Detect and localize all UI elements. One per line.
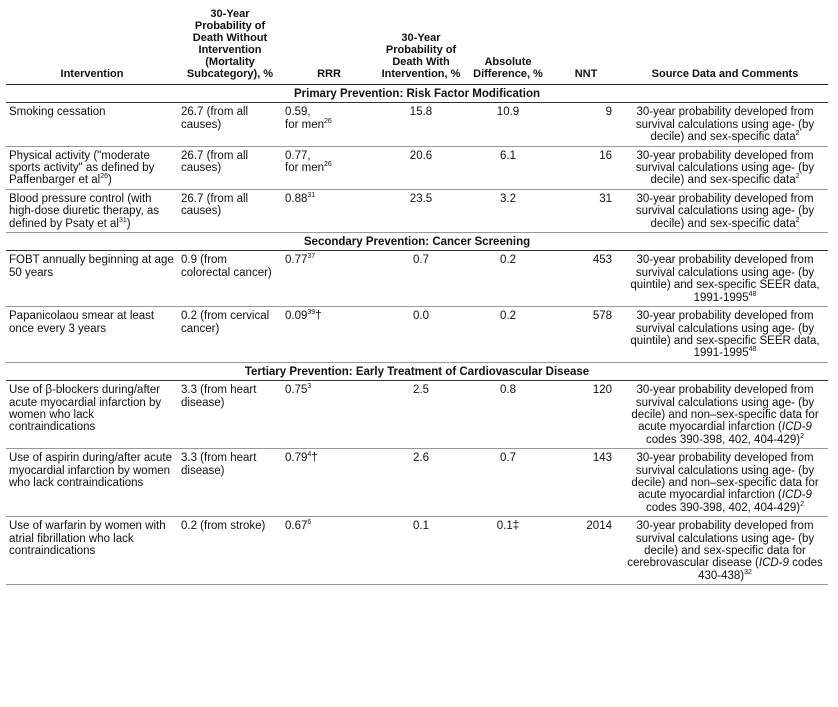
- table-row: [6, 449, 828, 517]
- rrr-tail: †: [311, 452, 318, 465]
- intervention-ref: 26: [100, 173, 109, 181]
- source-text-italic: ICD-9: [781, 421, 812, 434]
- rrr-value: 0.59,: [285, 106, 311, 119]
- cell-intervention: [6, 251, 178, 307]
- source-ref: 2: [795, 216, 800, 224]
- source-text: 30-year probability developed from survival calculations using age- (by quintile) and sex-specific SEER data, 1991-1995: [630, 254, 820, 304]
- header-row: [6, 8, 828, 85]
- source-ref: 32: [744, 568, 752, 576]
- header-nnt: NNT: [550, 8, 622, 85]
- cell-rrr: [282, 189, 376, 232]
- header-source: Source Data and Comments: [622, 8, 828, 85]
- rrr-value: 0.67: [285, 520, 308, 533]
- cell-intervention: [6, 449, 178, 517]
- source-text-pre: 30-year probability developed from survival calculations using age- (by decile) and non–sex-specific data for acute myocardial infarction (: [631, 452, 819, 502]
- header-abs-diff: Absolute Difference, %: [466, 8, 550, 85]
- rrr-note-ref: 26: [324, 161, 332, 169]
- cell-source: [622, 517, 828, 585]
- rrr-value: 0.88: [285, 192, 308, 205]
- source-text-pre: 30-year probability developed from survival calculations using age- (by decile) and non–sex-specific data for acute myocardial infarction (: [631, 384, 819, 434]
- rrr-ref: 37: [307, 253, 316, 261]
- cell-prob-without: 0.2 (from stroke): [178, 517, 282, 585]
- cell-prob-with: 0.1: [376, 517, 466, 585]
- cell-rrr: [282, 381, 376, 449]
- section-title: Secondary Prevention: Cancer Screening: [6, 233, 828, 251]
- cell-abs-diff: 0.2: [466, 307, 550, 363]
- source-text-post: codes 390-398, 402, 404-429): [646, 433, 801, 446]
- cell-abs-diff: 3.2: [466, 189, 550, 232]
- table-row: [6, 251, 828, 307]
- cell-rrr: [282, 307, 376, 363]
- cell-prob-without: 26.7 (from all causes): [178, 146, 282, 189]
- cell-source: [622, 449, 828, 517]
- cell-source: [622, 103, 828, 146]
- rrr-note: for men: [285, 162, 324, 175]
- cell-intervention: [6, 381, 178, 449]
- cell-rrr: [282, 146, 376, 189]
- intervention-tail: ): [108, 174, 112, 187]
- cell-source: [622, 189, 828, 232]
- header-prob-without: 30-Year Probability of Death Without Intervention (Mortality Subcategory), %: [178, 8, 282, 85]
- cell-prob-with: 15.8: [376, 103, 466, 146]
- cell-prob-with: 2.6: [376, 449, 466, 517]
- intervention-text: Physical activity ("moderate sports activity" as defined by Paffenbarger et al: [9, 149, 155, 187]
- table-row: [6, 146, 828, 189]
- cell-prob-without: 3.3 (from heart disease): [178, 381, 282, 449]
- cell-prob-without: 26.7 (from all causes): [178, 189, 282, 232]
- cell-nnt: 578: [550, 307, 622, 363]
- cell-nnt: 120: [550, 381, 622, 449]
- rrr-ref: 3: [307, 383, 312, 391]
- cell-prob-without: 0.2 (from cervical cancer): [178, 307, 282, 363]
- table-row: [6, 517, 828, 585]
- cell-prob-with: 2.5: [376, 381, 466, 449]
- cell-intervention: [6, 189, 178, 232]
- rrr-tail: †: [315, 310, 322, 323]
- cell-intervention: [6, 146, 178, 189]
- cell-prob-with: 23.5: [376, 189, 466, 232]
- source-ref: 48: [748, 346, 757, 354]
- cell-nnt: 143: [550, 449, 622, 517]
- header-rrr: RRR: [282, 8, 376, 85]
- cell-intervention: [6, 517, 178, 585]
- rrr-value: 0.09: [285, 310, 308, 323]
- rrr-ref: 6: [307, 519, 312, 527]
- cell-prob-with: 0.0: [376, 307, 466, 363]
- rrr-value: 0.75: [285, 384, 308, 397]
- source-ref: 2: [800, 500, 804, 508]
- cell-abs-diff: 10.9: [466, 103, 550, 146]
- rrr-value: 0.77: [285, 254, 308, 267]
- rrr-note: for men: [285, 118, 324, 131]
- source-text-post: codes 390-398, 402, 404-429): [646, 501, 801, 514]
- source-text: 30-year probability developed from survival calculations using age- (by quintile) and sex-specific SEER data, 1991-1995: [630, 310, 820, 360]
- cell-source: [622, 146, 828, 189]
- source-ref: 2: [800, 432, 804, 440]
- cell-abs-diff: 0.2: [466, 251, 550, 307]
- source-text-italic: ICD-9: [781, 489, 812, 502]
- rrr-ref: 4: [307, 451, 312, 459]
- header-prob-with: 30-Year Probability of Death With Intervention, %: [376, 8, 466, 85]
- source-text-post: codes 430-438): [698, 557, 823, 582]
- section-heading: [6, 362, 828, 380]
- cell-rrr: [282, 251, 376, 307]
- source-text: 30-year probability developed from survival calculations using age- (by decile) and sex-specific data: [635, 192, 815, 230]
- source-text-pre: 30-year probability developed from survival calculations using age- (by decile) and sex-specific data for cerebrovascular disease (: [627, 520, 815, 570]
- cell-source: [622, 381, 828, 449]
- intervention-text: FOBT annually beginning at age 50 years: [9, 254, 174, 279]
- cell-abs-diff: 0.7: [466, 449, 550, 517]
- section-title: Primary Prevention: Risk Factor Modification: [6, 85, 828, 103]
- cell-rrr: [282, 449, 376, 517]
- cell-prob-with: 20.6: [376, 146, 466, 189]
- cell-intervention: [6, 103, 178, 146]
- rrr-ref: 39: [307, 309, 316, 317]
- rrr-ref: 31: [307, 192, 316, 200]
- intervention-text: Use of warfarin by women with atrial fibrillation who lack contraindications: [9, 520, 166, 557]
- intervention-text: Smoking cessation: [9, 106, 106, 119]
- cell-intervention: [6, 307, 178, 363]
- cell-prob-without: 0.9 (from colorectal cancer): [178, 251, 282, 307]
- table-row: [6, 189, 828, 232]
- cell-prob-without: 3.3 (from heart disease): [178, 449, 282, 517]
- source-ref: 48: [748, 290, 757, 298]
- cell-nnt: 16: [550, 146, 622, 189]
- rrr-value: 0.77,: [285, 149, 311, 162]
- section-heading: [6, 85, 828, 103]
- cell-source: [622, 251, 828, 307]
- table-row: [6, 103, 828, 146]
- source-ref: 2: [795, 130, 800, 138]
- cell-prob-with: 0.7: [376, 251, 466, 307]
- cell-nnt: 9: [550, 103, 622, 146]
- source-text: 30-year probability developed from survival calculations using age- (by decile) and sex-specific data: [635, 149, 815, 187]
- cell-prob-without: 26.7 (from all causes): [178, 103, 282, 146]
- intervention-text: Papanicolaou smear at least once every 3 years: [9, 310, 155, 335]
- rrr-value: 0.79: [285, 452, 308, 465]
- intervention-text: Blood pressure control (with high-dose diuretic therapy, as defined by Psaty et al: [9, 192, 160, 230]
- intervention-tail: ): [126, 217, 131, 230]
- cell-abs-diff: 6.1: [466, 146, 550, 189]
- prevention-table: [6, 8, 828, 585]
- cell-nnt: 31: [550, 189, 622, 232]
- table-row: [6, 307, 828, 363]
- header-intervention: Intervention: [6, 8, 178, 85]
- cell-source: [622, 307, 828, 363]
- cell-nnt: 453: [550, 251, 622, 307]
- intervention-text: Use of aspirin during/after acute myocardial infarction by women who lack contraindications: [9, 452, 173, 489]
- cell-nnt: 2014: [550, 517, 622, 585]
- cell-abs-diff: 0.1‡: [466, 517, 550, 585]
- section-heading: [6, 233, 828, 251]
- cell-abs-diff: 0.8: [466, 381, 550, 449]
- table-row: [6, 381, 828, 449]
- cell-rrr: [282, 517, 376, 585]
- section-title: Tertiary Prevention: Early Treatment of Cardiovascular Disease: [6, 362, 828, 380]
- source-ref: 2: [795, 173, 800, 181]
- intervention-ref: 31: [118, 216, 127, 224]
- cell-rrr: [282, 103, 376, 146]
- source-text: 30-year probability developed from survival calculations using age- (by decile) and sex-specific data: [635, 106, 815, 144]
- rrr-note-ref: 26: [324, 117, 332, 125]
- intervention-text: Use of β-blockers during/after acute myocardial infarction by women who lack contraindications: [9, 384, 162, 434]
- source-text-italic: ICD-9: [758, 557, 789, 570]
